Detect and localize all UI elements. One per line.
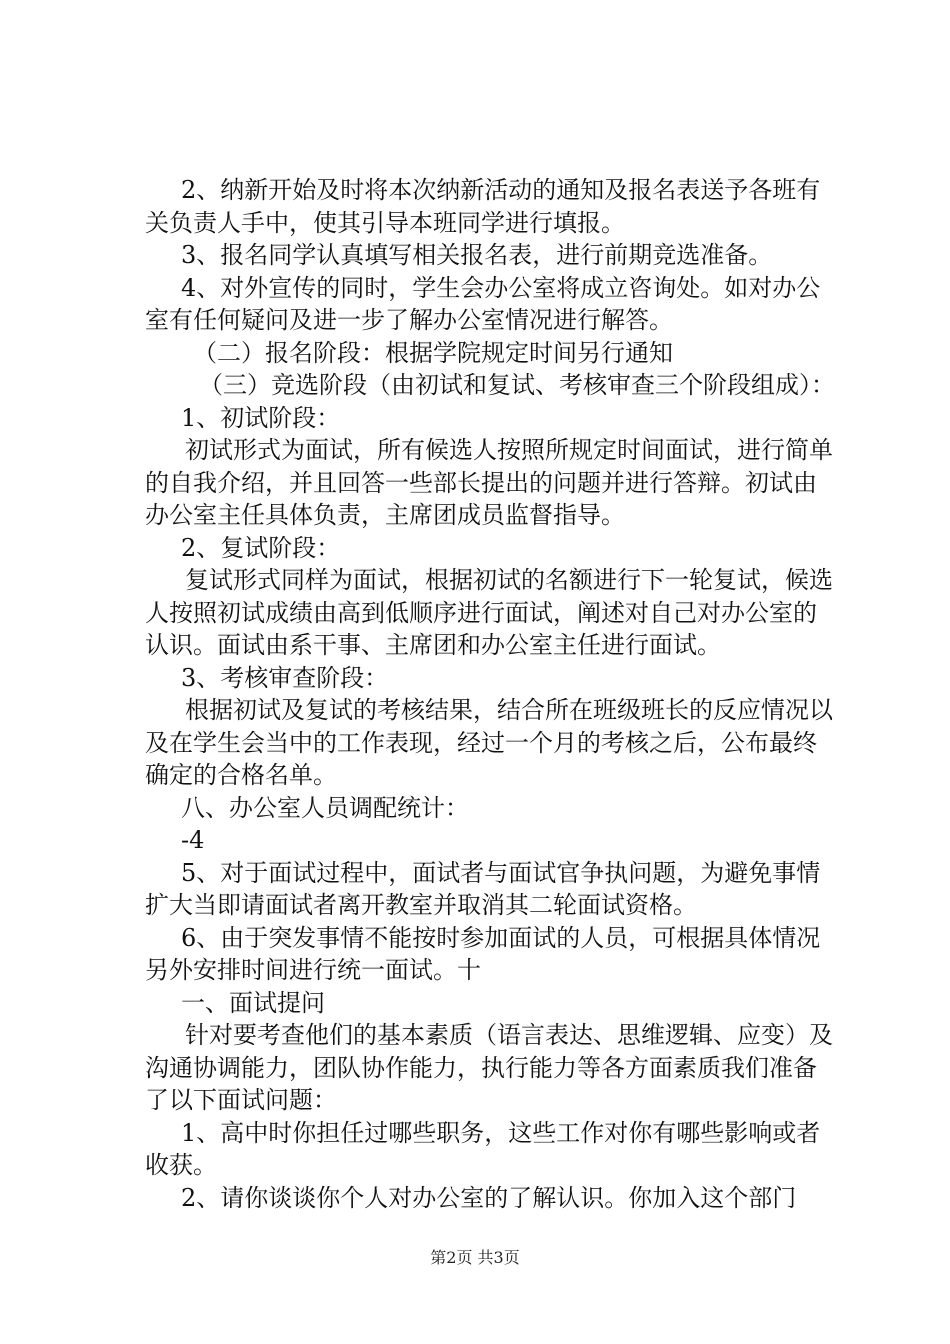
paragraph: （三）竞选阶段（由初试和复试、考核审查三个阶段组成）：: [199, 371, 835, 399]
paragraph: 1、初试阶段：: [181, 403, 341, 432]
paragraph: 5、对于面试过程中，面试者与面试官争执问题，为避免事情扩大当即请面试者离开教室并取消其二轮面试资格。: [145, 858, 821, 919]
paragraph: 2、纳新开始及时将本次纳新活动的通知及报名表送予各班有关负责人手中，使其引导本班同学进行填报。: [145, 176, 821, 237]
paragraph: 6、由于突发事情不能按时参加面试的人员，可根据具体情况另外安排时间进行统一面试。十: [145, 923, 821, 984]
paragraph: 4、对外宣传的同时，学生会办公室将成立咨询处。如对办公室有任何疑问及进一步了解办公室情况进行解答。: [145, 273, 821, 334]
paragraph: -4: [181, 826, 205, 854]
paragraph: 八、办公室人员调配统计：: [181, 793, 469, 822]
paragraph: 2、复试阶段：: [181, 533, 341, 562]
paragraph: （二）报名阶段：根据学院规定时间另行通知: [193, 338, 673, 367]
paragraph: 根据初试及复试的考核结果，结合所在班级班长的反应情况以及在学生会当中的工作表现，经过一个月的考核之后，公布最终确定的合格名单。: [145, 696, 833, 789]
paragraph: 3、考核审查阶段：: [181, 663, 389, 692]
page-footer: 第2页 共3页: [430, 1248, 520, 1267]
paragraph: 复试形式同样为面试，根据初试的名额进行下一轮复试，候选人按照初试成绩由高到低顺序进行面试，阐述对自己对办公室的认识。面试由系干事、主席团和办公室主任进行面试。: [145, 566, 833, 659]
paragraph: 一、面试提问: [181, 988, 325, 1017]
paragraph: 初试形式为面试，所有候选人按照所规定时间面试，进行简单的自我介绍，并且回答一些部长提出的问题并进行答辩。初试由办公室主任具体负责，主席团成员监督指导。: [145, 436, 833, 529]
paragraph: 针对要考查他们的基本素质（语言表达、思维逻辑、应变）及沟通协调能力，团队协作能力，执行能力等各方面素质我们准备了以下面试问题：: [145, 1021, 833, 1114]
paragraph: 3、报名同学认真填写相关报名表，进行前期竞选准备。: [181, 241, 773, 269]
document-body: [145, 174, 835, 1214]
paragraph: 2、请你谈谈你个人对办公室的了解认识。你加入这个部门: [181, 1183, 797, 1212]
paragraph: 1、高中时你担任过哪些职务，这些工作对你有哪些影响或者收获。: [145, 1118, 821, 1179]
